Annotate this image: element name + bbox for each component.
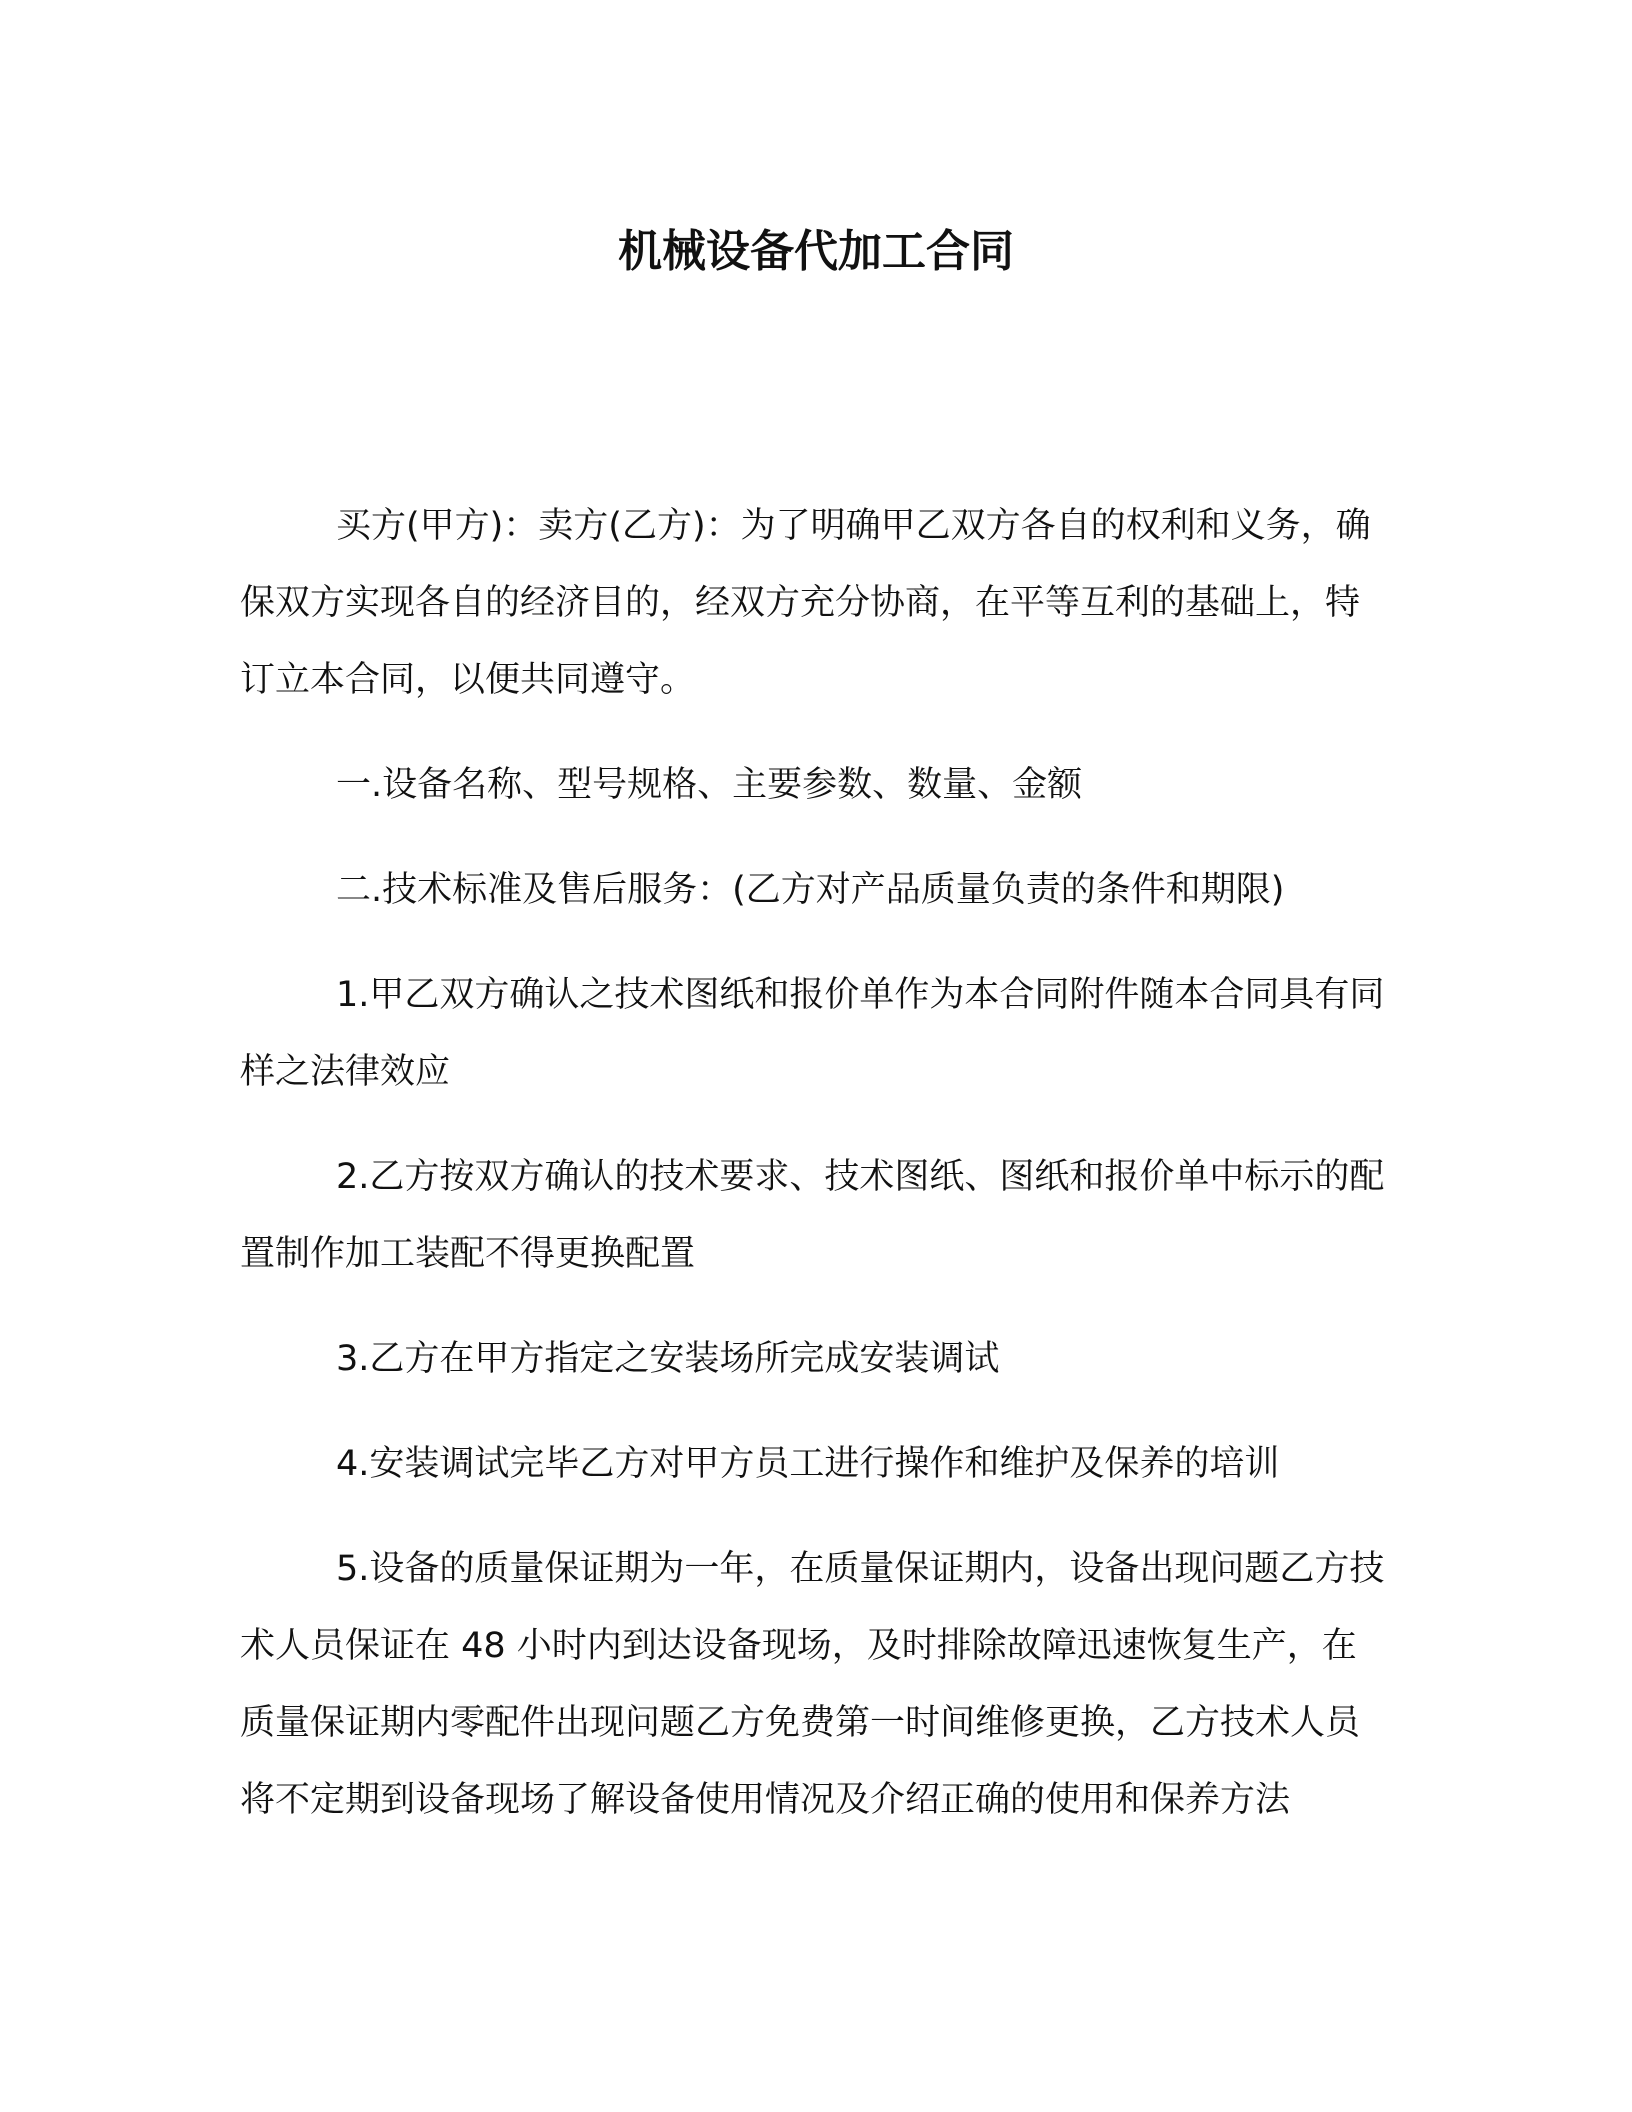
document-body bbox=[240, 488, 1390, 1867]
paragraph-section-2: 二.技术标准及售后服务：(乙方对产品质量负责的条件和期限) bbox=[336, 870, 1285, 910]
paragraph-item-5: 5.设备的质量保证期为一年，在质量保证期内，设备出现问题乙方技术人员保证在 48 小时内到达设备现场，及时排除故障迅速恢复生产，在质量保证期内零配件出现问题乙方免费第一时间维修更换，乙方技术人员将不定期到设备现场了解设备使用情况及介绍正确的使用和保养方法 bbox=[240, 1549, 1385, 1820]
paragraph-intro: 买方(甲方)：卖方(乙方)：为了明确甲乙双方各自的权利和义务，确保双方实现各自的经济目的，经双方充分协商，在平等互利的基础上，特订立本合同，以便共同遵守。 bbox=[240, 506, 1371, 700]
paragraph-item-2: 2.乙方按双方确认的技术要求、技术图纸、图纸和报价单中标示的配置制作加工装配不得更换配置 bbox=[240, 1157, 1385, 1274]
paragraph-item-4: 4.安装调试完毕乙方对甲方员工进行操作和维护及保养的培训 bbox=[336, 1444, 1280, 1484]
paragraph-section-1: 一.设备名称、型号规格、主要参数、数量、金额 bbox=[336, 765, 1083, 805]
paragraph-item-1: 1.甲乙双方确认之技术图纸和报价单作为本合同附件随本合同具有同样之法律效应 bbox=[240, 975, 1385, 1092]
paragraph-item-3: 3.乙方在甲方指定之安装场所完成安装调试 bbox=[336, 1339, 1000, 1379]
document-title: 机械设备代加工合同 bbox=[618, 226, 1014, 277]
